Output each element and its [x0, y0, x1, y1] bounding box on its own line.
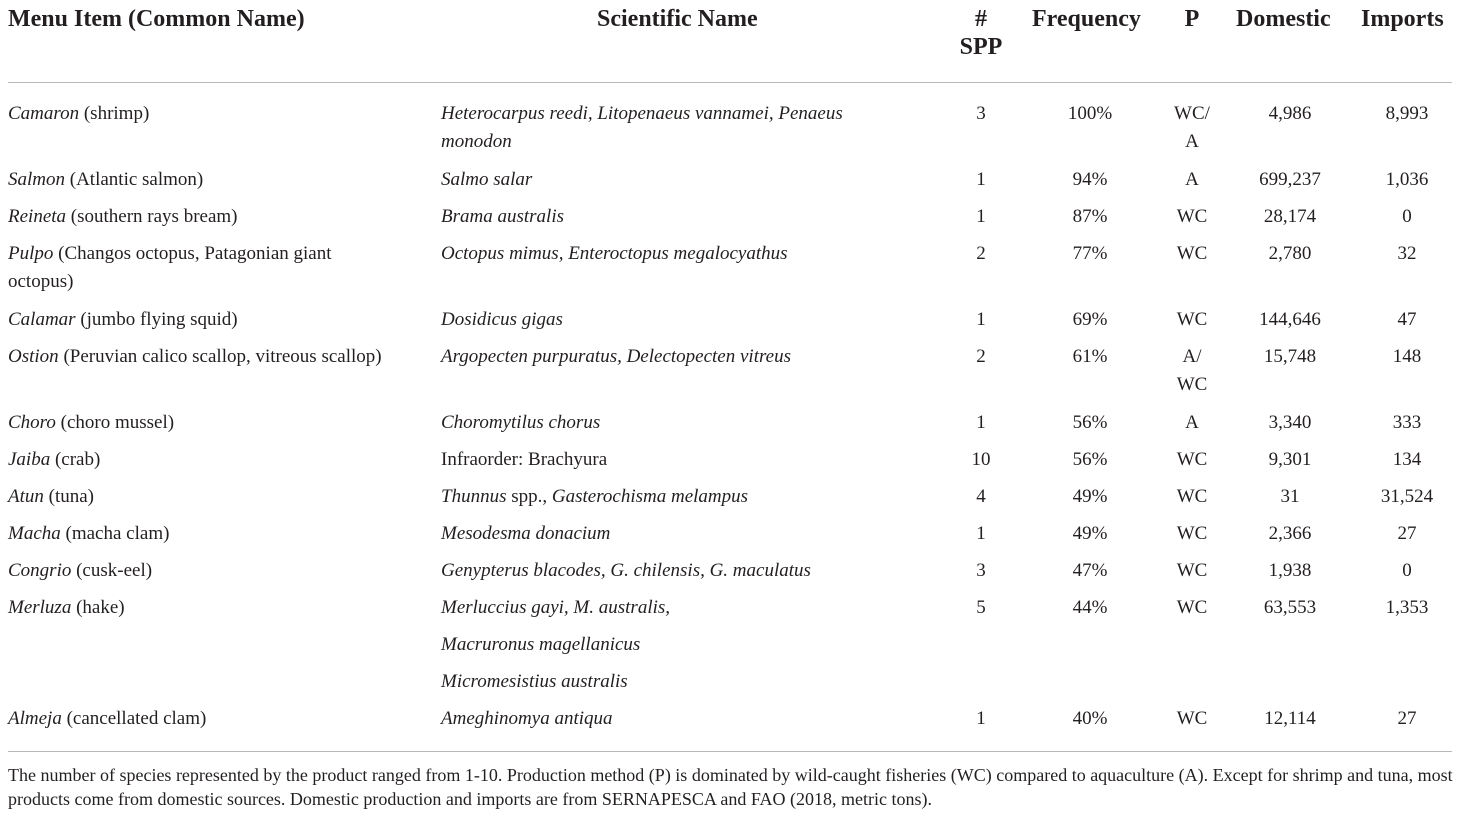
table-cell-menu-item [8, 594, 125, 622]
menu-item-common-name: (jumbo flying squid) [75, 309, 238, 330]
table-cell-imports: 47 [1397, 309, 1417, 330]
table-cell-menu-item-cont: octopus) [8, 271, 74, 292]
table-cell-scientific-name: Macruronus magellanicus [441, 634, 641, 655]
table-cell-spp: 10 [971, 449, 991, 470]
table-cell-frequency: 94% [1072, 169, 1108, 190]
table-cell-frequency: 61% [1072, 346, 1108, 367]
table-cell-domestic: 2,366 [1268, 523, 1312, 544]
table-cell-scientific-name: Dosidicus gigas [441, 309, 563, 330]
table-cell-scientific-name: Choromytilus chorus [441, 412, 601, 433]
menu-item-common-name: (shrimp) [79, 103, 150, 124]
menu-item-local-name: Calamar [8, 309, 76, 330]
table-cell-menu-item [8, 520, 169, 548]
table-cell-scientific-name: Ameghinomya antiqua [441, 708, 613, 729]
table-cell-production-method: WC [1176, 309, 1208, 330]
table-cell-imports: 1,036 [1385, 169, 1429, 190]
table-cell-domestic: 2,780 [1268, 243, 1312, 264]
menu-item-common-name: (cancellated clam) [61, 708, 207, 729]
table-cell-menu-item [8, 483, 94, 511]
header-domestic: Domestic [1236, 6, 1331, 32]
header-menu-item: Menu Item (Common Name) [8, 6, 305, 32]
table-cell-spp: 1 [976, 169, 986, 190]
menu-item-local-name: Camaron [8, 103, 80, 124]
menu-item-local-name: Reineta [8, 206, 67, 227]
table-cell-production-method: WC [1176, 206, 1208, 227]
table-cell-production-method: WC [1176, 597, 1208, 618]
table-cell-imports: 1,353 [1385, 597, 1429, 618]
menu-item-common-name: (cusk-eel) [71, 560, 153, 581]
table-cell-spp: 1 [976, 523, 986, 544]
header-spp [952, 5, 1010, 61]
table-cell-domestic: 699,237 [1259, 169, 1321, 190]
menu-item-common-name: (Peruvian calico scallop, vitreous scallop) [58, 346, 382, 367]
table-cell-menu-item [8, 166, 203, 194]
menu-item-common-name: (Changos octopus, Patagonian giant [53, 243, 332, 264]
menu-item-local-name: Merluza [8, 597, 72, 618]
table-cell-imports: 134 [1392, 449, 1422, 470]
table-cell-spp: 3 [976, 103, 986, 124]
table-cell-menu-item [8, 557, 152, 585]
table-cell-domestic: 3,340 [1268, 412, 1312, 433]
table-cell-domestic: 15,748 [1263, 346, 1317, 367]
table-cell-imports: 8,993 [1385, 103, 1429, 124]
table-cell-domestic: 12,114 [1264, 708, 1316, 729]
table-cell-spp: 5 [976, 597, 986, 618]
scientific-name-part: Thunnus [441, 486, 507, 507]
table-cell-domestic: 28,174 [1263, 206, 1317, 227]
table-cell-scientific-name: Octopus mimus, Enteroctopus megalocyathus [441, 243, 788, 264]
table-cell-imports: 148 [1392, 346, 1422, 367]
table-cell-production-method: A [1185, 412, 1199, 433]
menu-item-local-name: Macha [8, 523, 61, 544]
table-cell-production-method: A/ [1182, 346, 1202, 367]
menu-item-local-name: Congrio [8, 560, 72, 581]
table-cell-spp: 1 [976, 708, 986, 729]
table-cell-imports: 31,524 [1380, 486, 1434, 507]
table-cell-spp: 2 [976, 243, 986, 264]
table-cell-spp: 1 [976, 412, 986, 433]
table-cell-spp: 2 [976, 346, 986, 367]
table-cell-production-method: WC [1176, 486, 1208, 507]
table-cell-scientific-name: Infraorder: Brachyura [441, 449, 608, 470]
header-spp-line1: # [975, 6, 987, 32]
table-cell-domestic: 63,553 [1263, 597, 1317, 618]
scientific-name-part: spp., [506, 486, 552, 507]
table-cell-imports: 0 [1402, 206, 1412, 227]
scientific-name-part: Gasterochisma melampus [551, 486, 749, 507]
table-cell-menu-item [8, 306, 238, 334]
table-cell-production-method: WC [1176, 449, 1208, 470]
table-cell-production-method: WC [1176, 560, 1208, 581]
table-cell-production-method: WC [1176, 243, 1208, 264]
menu-item-local-name: Atun [8, 486, 44, 507]
menu-item-common-name: (southern rays bream) [66, 206, 238, 227]
table-cell-production-method: WC [1176, 523, 1208, 544]
table-cell-menu-item [8, 343, 382, 371]
table-cell-spp: 4 [976, 486, 986, 507]
footer-rule [8, 751, 1452, 752]
table-cell-domestic: 4,986 [1268, 103, 1312, 124]
table-cell-production-method: WC/ [1174, 103, 1210, 124]
table-cell-domestic: 144,646 [1259, 309, 1321, 330]
header-rule [8, 82, 1452, 83]
table-cell-scientific-name: Salmo salar [441, 169, 533, 190]
table-cell-imports: 0 [1402, 560, 1412, 581]
header-imports: Imports [1361, 6, 1444, 32]
table-cell-menu-item [8, 446, 100, 474]
table-cell-scientific-name: Argopecten purpuratus, Delectopecten vitreus [441, 346, 791, 367]
table-cell-scientific-name: Merluccius gayi, M. australis, [441, 597, 671, 618]
table-cell-spp: 3 [976, 560, 986, 581]
table-cell-frequency: 87% [1072, 206, 1108, 227]
table-cell-production-method: WC [1176, 708, 1208, 729]
menu-item-local-name: Salmon [8, 169, 65, 190]
menu-item-common-name: (crab) [50, 449, 101, 470]
table-cell-scientific-name: monodon [441, 131, 512, 152]
table-cell-scientific-name: Brama australis [441, 206, 564, 227]
table-cell-imports: 32 [1397, 243, 1417, 264]
table-cell-production-method: A [1185, 169, 1199, 190]
table-cell-imports: 333 [1392, 412, 1422, 433]
menu-item-common-name: (hake) [71, 597, 125, 618]
header-frequency: Frequency [1032, 6, 1141, 32]
table-cell-domestic: 1,938 [1268, 560, 1312, 581]
table-cell-frequency: 44% [1072, 597, 1108, 618]
header-p: P [1184, 6, 1200, 32]
table-cell-imports: 27 [1397, 523, 1417, 544]
menu-item-common-name: (choro mussel) [55, 412, 175, 433]
table-cell-spp: 1 [976, 206, 986, 227]
table-cell-production-method-cont: WC [1176, 374, 1208, 395]
table-cell-scientific-name: Genypterus blacodes, G. chilensis, G. maculatus [441, 560, 811, 581]
table-footnote: The number of species represented by the product ranged from 1-10. Production method (P) is dominated by wild-caught fisheries (WC) compared to aquaculture (A). Except for shrimp and tuna, most products come from domestic sources. Domestic production and imports are from SERNAPESCA and FAO (2018, metric tons). [8, 765, 1453, 809]
table-cell-frequency: 77% [1072, 243, 1108, 264]
table-cell-menu-item [8, 409, 174, 437]
table-cell-domestic: 9,301 [1268, 449, 1312, 470]
table-cell-scientific-name [441, 483, 748, 511]
menu-item-local-name: Choro [8, 412, 56, 433]
table-cell-scientific-name: Micromesistius australis [441, 671, 628, 692]
header-spp-line2: SPP [959, 34, 1003, 60]
menu-item-local-name: Pulpo [8, 243, 54, 264]
table-cell-spp: 1 [976, 309, 986, 330]
menu-item-common-name: (tuna) [43, 486, 95, 507]
table-cell-frequency: 56% [1072, 412, 1108, 433]
menu-item-common-name: (macha clam) [60, 523, 170, 544]
table-cell-menu-item [8, 240, 332, 268]
table-cell-frequency: 100% [1067, 103, 1113, 124]
table-cell-scientific-name: Mesodesma donacium [441, 523, 611, 544]
header-scientific-name: Scientific Name [597, 6, 758, 32]
menu-item-common-name: (Atlantic salmon) [65, 169, 204, 190]
table-cell-production-method-cont: A [1185, 131, 1199, 152]
table-cell-frequency: 56% [1072, 449, 1108, 470]
menu-item-local-name: Ostion [8, 346, 59, 367]
table-cell-domestic: 31 [1280, 486, 1300, 507]
table-cell-menu-item [8, 203, 238, 231]
table-cell-scientific-name: Heterocarpus reedi, Litopenaeus vannamei, Penaeus [441, 103, 843, 124]
menu-item-local-name: Jaiba [8, 449, 51, 470]
table-cell-frequency: 69% [1072, 309, 1108, 330]
table-cell-frequency: 49% [1072, 523, 1108, 544]
table-cell-frequency: 40% [1072, 708, 1108, 729]
menu-item-local-name: Almeja [8, 708, 62, 729]
table-cell-menu-item [8, 705, 206, 733]
table-cell-menu-item [8, 100, 149, 128]
table-cell-imports: 27 [1397, 708, 1417, 729]
table-cell-frequency: 49% [1072, 486, 1108, 507]
table-cell-frequency: 47% [1072, 560, 1108, 581]
